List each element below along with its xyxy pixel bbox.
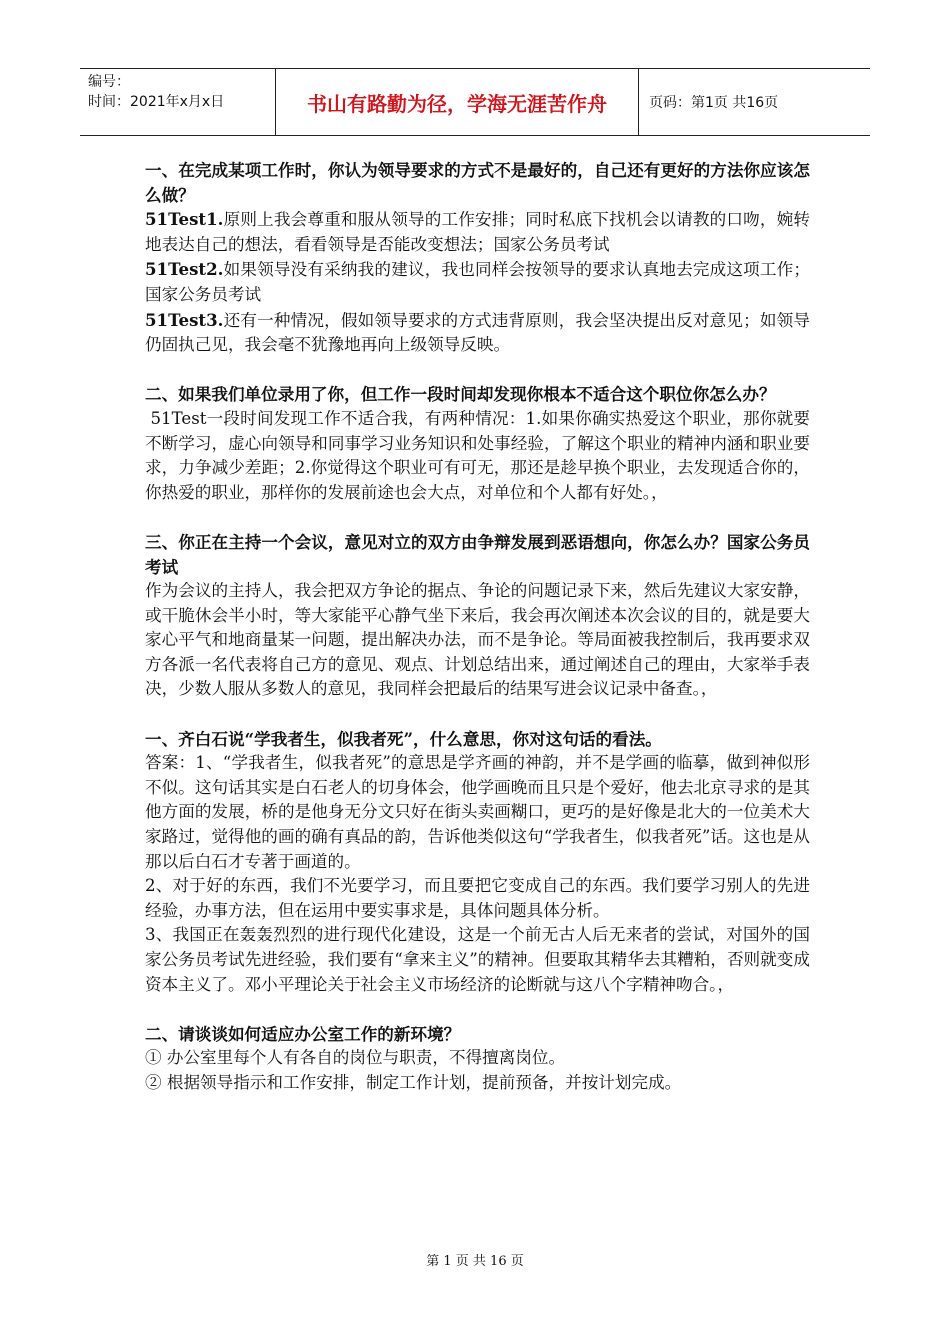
page-header [80, 68, 870, 136]
section-title: 一、齐白石说“学我者生，似我者死”，什么意思，你对这句话的看法。 [145, 728, 662, 749]
paragraph-gap [145, 358, 810, 383]
answer-text: 原则上我会尊重和服从领导的工作安排；同时私底下找机会以请教的口吻，婉转地表达自己的想法，看看领导是否能改变想法；国家公务员考试 [145, 210, 810, 254]
answer-text: 如果领导没有采纳我的建议，我也同样会按领导的要求认真地去完成这项工作；国家公务员考试 [145, 260, 810, 304]
answer-paragraph: 2、对于好的东西，我们不光要学习，而且要把它变成自己的东西。我们要学习别人的先进经验，办事方法，但在运用中要实事求是，具体问题具体分析。 [145, 876, 810, 920]
section-title: 二、如果我们单位录用了你，但工作一段时间却发现你根本不适合这个职位你怎么办？ [145, 384, 776, 405]
answer-paragraph: 51Test一段时间发现工作不适合我，有两种情况：1.如果你确实热爱这个职业，那你就要不断学习，虚心向领导和同事学习业务知识和处事经验，了解这个职业的精神内涵和职业要求，力争减少差距；2.你觉得这个职业可有可无，那还是趁早换个职业，去发现适合你的，你热爱的职业，那样你的发展前途也会大点，对单位和个人都有好处。， [145, 408, 811, 502]
header-page-number: 页码：第1页 共16页 [649, 95, 779, 111]
paragraph-gap [145, 505, 810, 530]
section-title: 三、你正在主持一个会议，意见对立的双方由争辩发展到恶语想向，你怎么办？国家公务员考试 [145, 531, 810, 577]
header-left-cell [80, 69, 276, 135]
answer-paragraph: 作为会议的主持人，我会把双方争论的据点、争论的问题记录下来，然后先建议大家安静，或干脆休会半小时，等大家能平心静气坐下来后，我会再次阐述本次会议的目的，就是要大家心平气和地商量某一问题，提出解决办法，而不是争论。等局面被我控制后，我再要求双方各派一名代表将自己方的意见、观点、计划总结出来，通过阐述自己的理由，大家举手表决，少数人服从多数人的意见，我同样会把最后的结果写进会议记录中备查。， [145, 581, 810, 699]
page-footer: 第 1 页 共 16 页 [426, 1254, 524, 1269]
section-title: 二、请谈谈如何适应办公室工作的新环境？ [145, 1023, 461, 1044]
paragraph-gap [145, 702, 810, 727]
answer-paragraph [145, 308, 810, 358]
answer-paragraph: 答案：1、“学我者生，似我者死”的意思是学齐画的神韵，并不是学画的临摹，做到神似形不似。这句话其实是白石老人的切身体会，他学画晚而且只是个爱好，他去北京寻求的是其他方面的发展，桥的是他身无分文只好在街头卖画糊口，更巧的是好像是北大的一位美术大家路过，觉得他的画的确有真品的韵，告诉他类似这句“学我者生，似我者死”话。这也是从那以后白石才专著于画道的。 [145, 753, 810, 871]
answer-paragraph [145, 207, 810, 257]
answer-paragraph [145, 257, 810, 307]
answer-lead: 51Test1. [145, 209, 224, 230]
answer-text: 还有一种情况，假如领导要求的方式违背原则，我会坚决提出反对意见；如领导仍固执己见，我会毫不犹豫地再向上级领导反映。 [145, 310, 810, 355]
header-motto: 书山有路勤为径，学海无涯苦作舟 [276, 69, 639, 135]
document-time-label: 时间：2021年x月x日 [88, 94, 225, 110]
list-item: ② 根据领导指示和工作安排，制定工作计划，提前预备，并按计划完成。 [145, 1072, 682, 1092]
answer-lead: 51Test2. [145, 259, 224, 280]
section-title: 一、在完成某项工作时，你认为领导要求的方式不是最好的，自己还有更好的方法你应该怎么做？ [145, 160, 810, 205]
paragraph-gap [145, 997, 810, 1022]
answer-lead: 51Test3. [145, 309, 224, 330]
document-body [145, 158, 810, 1096]
answer-paragraph: 3、我国正在轰轰烈烈的进行现代化建设，这是一个前无古人后无来者的尝试，对国外的国家公务员考试先进经验，我们要有“拿来主义”的精神。但要取其精华去其糟粕，否则就变成资本主义了。邓小平理论关于社会主义市场经济的论断就与这八个字精神吻合。， [145, 925, 810, 994]
list-item: ① 办公室里每个人有各自的岗位与职责，不得擅离岗位。 [145, 1048, 566, 1068]
document-number-label: 编号： [88, 74, 130, 90]
